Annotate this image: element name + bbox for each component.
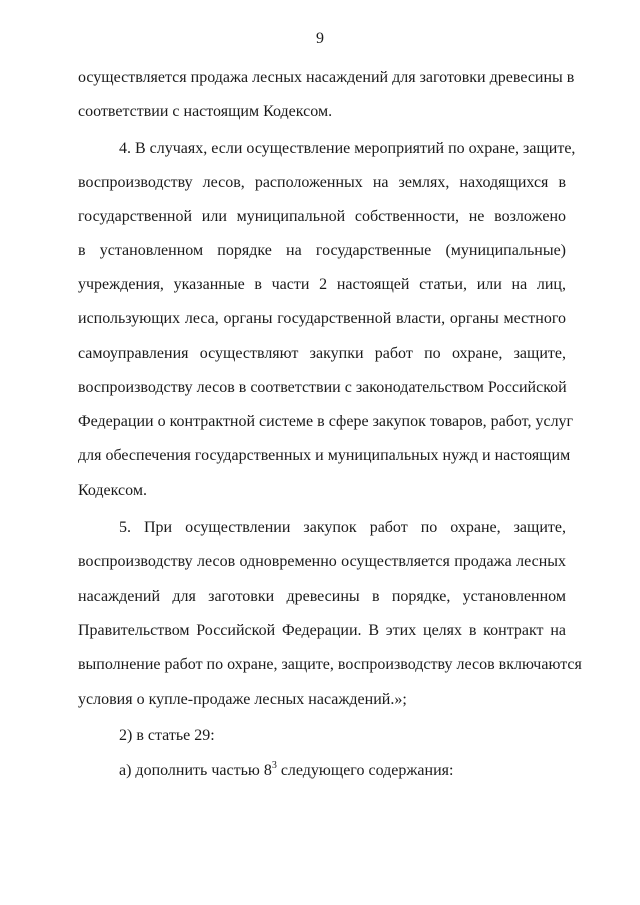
text-line: соответствии с настоящим Кодексом. bbox=[78, 103, 333, 120]
page-number: 9 bbox=[316, 30, 324, 47]
text-line: использующих леса, органы государственной власти, органы местного bbox=[78, 310, 566, 327]
text-line-main: а) дополнить частью 8 bbox=[119, 762, 272, 779]
text-line: самоуправления осуществляют закупки работ по охране, защите, bbox=[78, 345, 566, 362]
text-line: Правительством Российской Федерации. В этих целях в контракт на bbox=[78, 622, 566, 639]
text-line: выполнение работ по охране, защите, воспроизводству лесов включаются bbox=[78, 656, 582, 673]
text-line: в установленном порядке на государственные (муниципальные) bbox=[78, 242, 566, 259]
text-line: 4. В случаях, если осуществление мероприятий по охране, защите, bbox=[119, 140, 576, 157]
text-line: осуществляется продажа лесных насаждений для заготовки древесины в bbox=[78, 69, 575, 86]
text-line: Федерации о контрактной системе в сфере закупок товаров, работ, услуг bbox=[78, 413, 574, 430]
text-line: воспроизводству лесов в соответствии с законодательством Российской bbox=[78, 379, 567, 396]
text-line: учреждения, указанные в части 2 настоящей статьи, или на лиц, bbox=[78, 276, 566, 293]
text-line bbox=[78, 761, 566, 781]
superscript: 3 bbox=[271, 760, 277, 771]
text-line: государственной или муниципальной собственности, не возложено bbox=[78, 208, 566, 225]
text-line: насаждений для заготовки древесины в порядке, установленном bbox=[78, 588, 566, 605]
text-line: 5. При осуществлении закупок работ по охране, защите, bbox=[119, 519, 566, 536]
text-line: 2) в статье 29: bbox=[119, 727, 215, 744]
text-line: Кодексом. bbox=[78, 482, 147, 499]
text-line-tail: следующего содержания: bbox=[276, 762, 454, 779]
text-line: воспроизводству лесов, расположенных на землях, находящихся в bbox=[78, 174, 566, 191]
text-line: условия о купле-продаже лесных насаждений.»; bbox=[78, 691, 407, 708]
text-line: воспроизводству лесов одновременно осуществляется продажа лесных bbox=[78, 553, 566, 570]
text-line: для обеспечения государственных и муниципальных нужд и настоящим bbox=[78, 447, 571, 464]
